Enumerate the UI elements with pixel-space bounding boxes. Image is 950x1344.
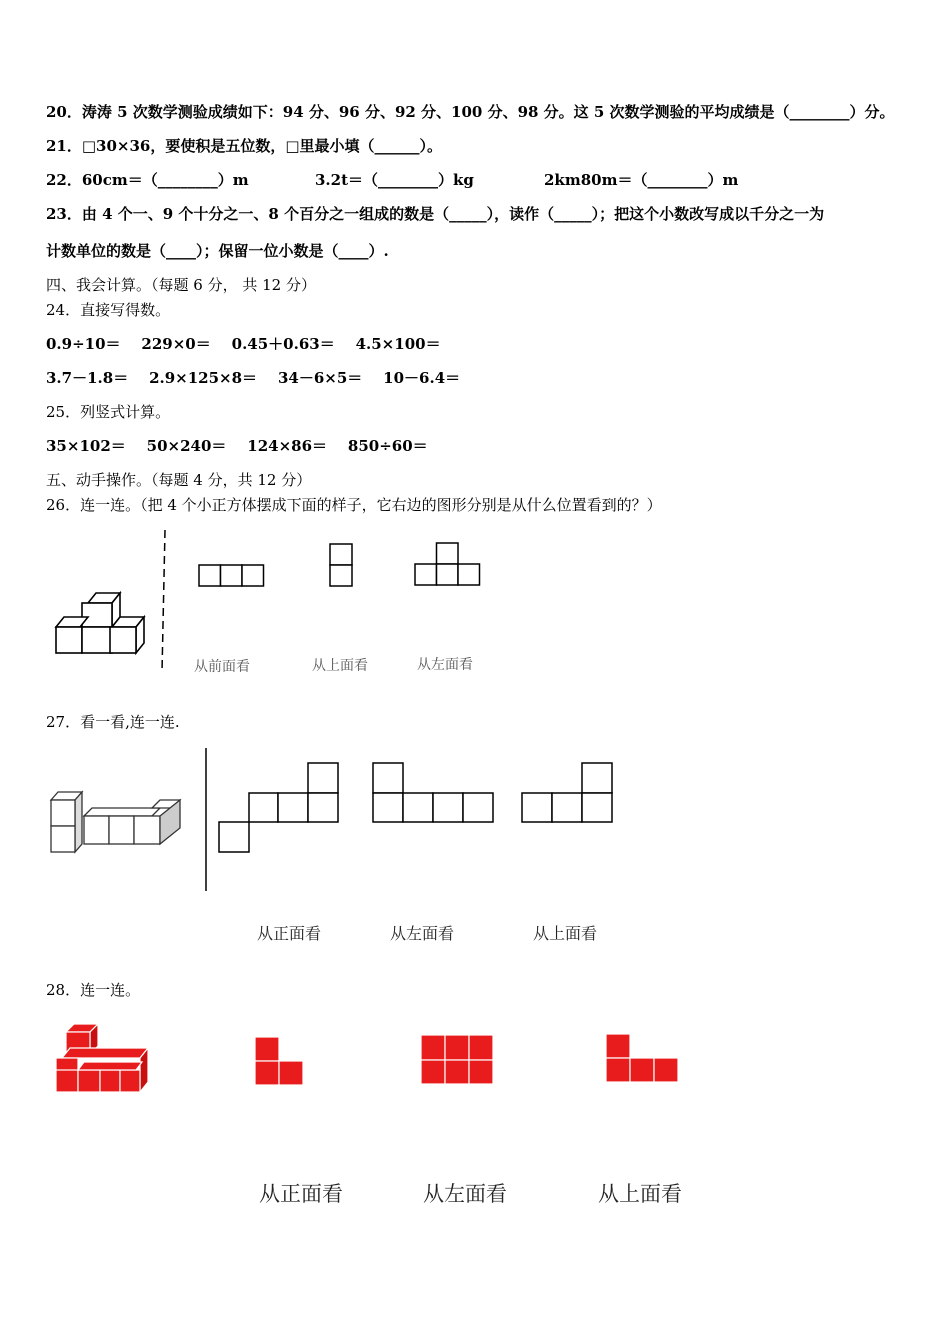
q27-view-grid-2 xyxy=(372,762,496,824)
q28-caption-left: 从左面看 xyxy=(423,1182,507,1206)
q28-caption-top: 从上面看 xyxy=(598,1182,682,1206)
q26-dashed-divider xyxy=(160,530,170,675)
section-4-heading: 四、我会计算。（每题 6 分， 共 12 分） xyxy=(46,276,316,294)
q27-view-grid-1 xyxy=(218,762,340,854)
question-22-part-b: 3.2t＝（________）kg xyxy=(315,171,474,189)
q28-view-grid-1 xyxy=(254,1036,306,1086)
q27-caption-left: 从左面看 xyxy=(390,924,455,943)
q26-front-view-grid xyxy=(198,564,266,587)
question-26-title: 26．连一连。（把 4 个小正方体摆成下面的样子，它右边的图形分别是从什么位置看到的？） xyxy=(46,496,662,514)
q26-cube-stack-figure xyxy=(50,585,150,660)
q27-caption-top: 从上面看 xyxy=(533,924,598,943)
q26-caption-top: 从上面看 xyxy=(312,658,368,674)
question-25-title: 25．列竖式计算。 xyxy=(46,403,171,421)
q26-left-view-grid xyxy=(414,542,482,587)
q28-caption-front: 从正面看 xyxy=(259,1182,343,1206)
question-24-row2: 3.7－1.8＝ 2.9×125×8＝ 34－6×5＝ 10－6.4＝ xyxy=(46,369,461,387)
question-27-title: 27．看一看,连一连. xyxy=(46,713,180,731)
q26-top-view-grid xyxy=(329,543,354,588)
q26-caption-front: 从前面看 xyxy=(194,659,250,675)
q27-view-grid-3 xyxy=(521,762,615,824)
q28-view-grid-2 xyxy=(420,1034,496,1086)
q27-cube-row-figure xyxy=(48,790,184,855)
question-28-title: 28．连一连。 xyxy=(46,981,141,999)
q26-caption-left: 从左面看 xyxy=(417,657,473,673)
question-23-line1: 23．由 4 个一、9 个十分之一、8 个百分之一组成的数是（_____），读作（_____）；把这个小数改写成以千分之一为 xyxy=(46,205,825,223)
q28-view-grid-3 xyxy=(605,1033,681,1085)
q27-divider-line xyxy=(203,748,209,893)
question-21: 21．□30×36，要使积是五位数，□里最小填（______）。 xyxy=(46,137,443,155)
question-22-part-a: 22．60cm＝（________）m xyxy=(46,171,249,189)
q27-caption-front: 从正面看 xyxy=(257,924,322,943)
question-25-row1: 35×102＝ 50×240＝ 124×86＝ 850÷60＝ xyxy=(46,437,428,455)
question-23-line2: 计数单位的数是（____）；保留一位小数是（____）. xyxy=(46,242,389,260)
section-5-heading: 五、动手操作。（每题 4 分，共 12 分） xyxy=(46,471,312,489)
question-22-part-c: 2km80m＝（________）m xyxy=(544,171,739,189)
question-24-title: 24．直接写得数。 xyxy=(46,301,171,319)
question-20: 20．涛涛 5 次数学测验成绩如下：94 分、96 分、92 分、100 分、98 分。这 5 次数学测验的平均成绩是（________）分。 xyxy=(46,103,895,121)
question-24-row1: 0.9÷10＝ 229×0＝ 0.45＋0.63＝ 4.5×100＝ xyxy=(46,335,441,353)
q28-red-cube-figure xyxy=(52,1022,150,1094)
